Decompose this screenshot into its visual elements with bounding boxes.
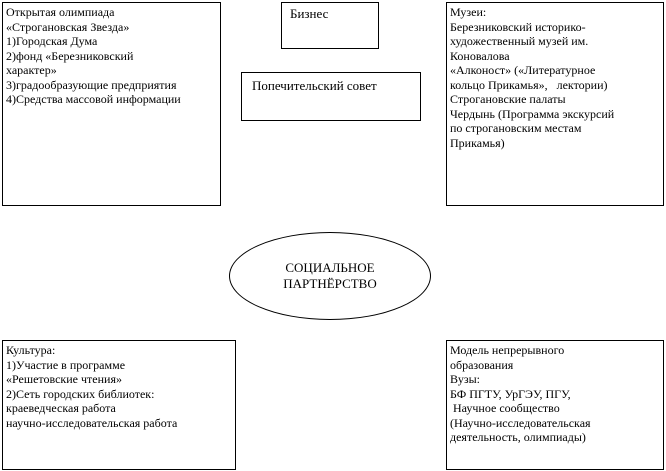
olympiad-line: 3)градообразующие предприятия xyxy=(6,77,177,92)
education-line: Вузы: xyxy=(450,372,480,386)
education-line: деятельность, олимпиады) xyxy=(450,430,586,444)
museums-line: Березниковский историко- xyxy=(450,19,586,34)
museums-line: Коновалова xyxy=(450,48,510,63)
olympiad-box xyxy=(2,2,221,206)
olympiad-line: 4)Средства массовой информации xyxy=(6,92,181,106)
trustee-council-box xyxy=(241,72,421,121)
business-label: Бизнес xyxy=(290,6,329,21)
social-partnership-ellipse xyxy=(229,232,431,320)
culture-line: 1)Участие в программе xyxy=(6,357,126,372)
center-title-line2: ПАРТНЁРСТВО xyxy=(283,276,377,291)
museums-line: Прикамья) xyxy=(450,135,505,150)
education-box xyxy=(446,340,664,470)
education-line: Научное сообщество xyxy=(450,401,560,415)
education-line: Модель непрерывного xyxy=(450,343,565,357)
olympiad-line: Открытая олимпиада xyxy=(6,5,115,19)
center-title-line1: СОЦИАЛЬНОЕ xyxy=(285,260,375,275)
trustee-council-label: Попечительский совет xyxy=(252,78,377,93)
education-line: БФ ПГТУ, УрГЭУ, ПГУ, xyxy=(450,386,571,401)
museums-box xyxy=(446,2,664,206)
museums-line: по строгановским местам xyxy=(450,121,582,135)
culture-line: 2)Сеть городских библиотек: xyxy=(6,386,155,401)
museums-line: Чердынь (Программа экскурсий xyxy=(450,106,615,121)
culture-box xyxy=(2,340,236,470)
museums-line: Строгановские палаты xyxy=(450,92,566,106)
culture-line: краеведческая работа xyxy=(6,401,116,415)
culture-line: научно-исследовательская работа xyxy=(6,415,178,430)
culture-line: Культура: xyxy=(6,343,56,357)
olympiad-line: 1)Городская Дума xyxy=(6,34,98,48)
olympiad-line: 2)фонд «Березниковский xyxy=(6,48,134,63)
business-box xyxy=(281,2,379,49)
olympiad-line: характер» xyxy=(6,63,57,77)
museums-line: Музеи: xyxy=(450,5,487,19)
museums-line: художественный музей им. xyxy=(450,34,589,48)
education-line: образования xyxy=(450,357,514,372)
culture-line: «Решетовские чтения» xyxy=(6,372,122,386)
museums-line: кольцо Прикамья», лектории) xyxy=(450,77,608,92)
olympiad-line: «Строгановская Звезда» xyxy=(6,19,130,34)
education-line: (Научно-исследовательская xyxy=(450,415,591,430)
museums-line: «Алконост» («Литературное xyxy=(450,63,596,77)
